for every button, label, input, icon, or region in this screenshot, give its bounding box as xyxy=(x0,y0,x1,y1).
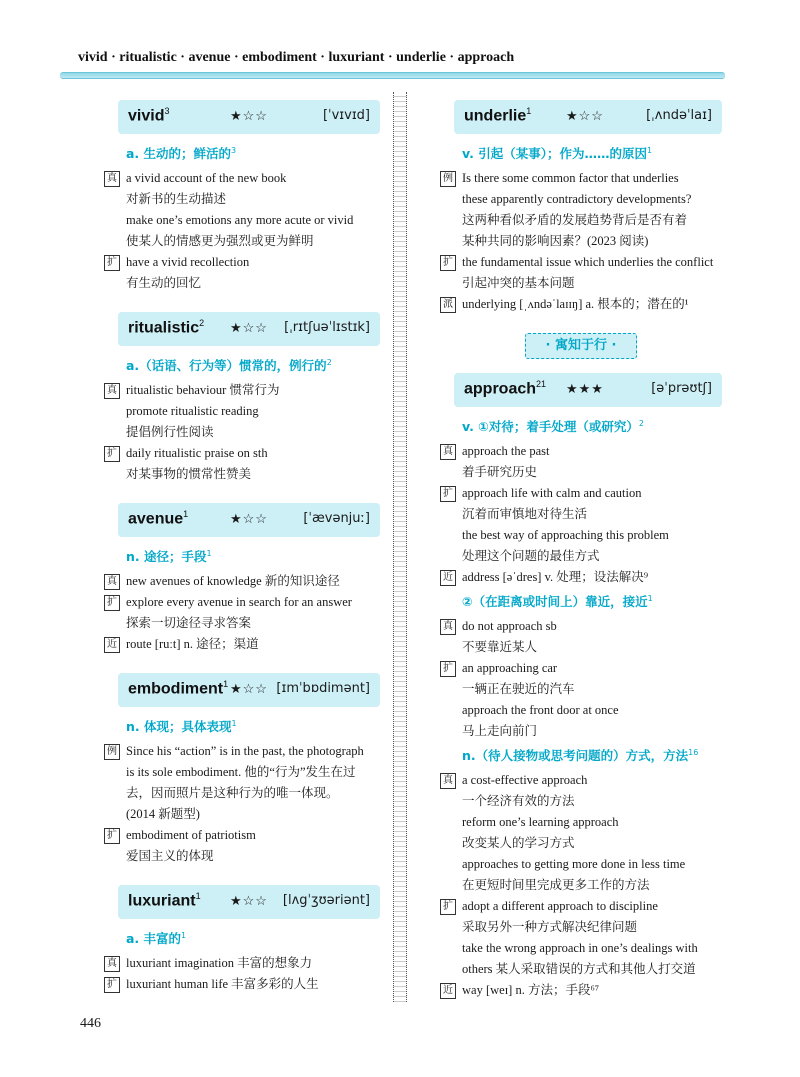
sense-frequency: 3 xyxy=(231,145,237,155)
example-line: the fundamental issue which underlies the conflict xyxy=(462,255,714,269)
header-rule xyxy=(60,72,725,79)
example-line: 引起冲突的基本问题 xyxy=(462,276,575,290)
phonetic: [ˈvɪvɪd] xyxy=(322,108,370,123)
example-line: 沉着而审慎地对待生活 xyxy=(462,507,588,521)
page-header-title: vivid · ritualistic · avenue · embodiment · luxuriant · underlie · approach xyxy=(78,50,515,65)
sense-label: n. 体现；具体表现$^1$ xyxy=(126,718,237,734)
example-block xyxy=(104,252,380,294)
sense-label: n. 途径；手段$^1$ xyxy=(126,548,212,564)
example-line: 爱国主义的体现 xyxy=(126,849,214,863)
example-line: these apparently contradictory developments? xyxy=(462,192,692,206)
headword: underlie$^1$ xyxy=(464,106,532,125)
entry-header xyxy=(118,100,380,134)
headword-frequency: 3 xyxy=(164,106,170,116)
example-block xyxy=(104,974,380,995)
section-label: · 寓知于行 · xyxy=(525,333,637,359)
example-line: 着手研究历史 xyxy=(462,465,538,479)
example-line: 一个经济有效的方法 xyxy=(462,794,575,808)
headword-frequency: 1 xyxy=(195,891,201,901)
example-tag: 扩 xyxy=(104,255,120,271)
example-line: address [əˈdres] v. 处理；设法解决⁹ xyxy=(462,570,649,584)
example-line: promote ritualistic reading xyxy=(126,404,259,418)
example-line: 提倡例行性阅读 xyxy=(126,425,214,439)
example-block xyxy=(440,980,722,1001)
column-divider xyxy=(393,92,407,1002)
sense-label: a. 丰富的$^1$ xyxy=(126,930,187,946)
sense-label: a.（话语、行为等）惯常的，例行的$^2$ xyxy=(126,357,332,373)
phonetic: [lʌgˈʒʊəriənt] xyxy=(282,893,370,908)
example-line: embodiment of patriotism xyxy=(126,828,256,842)
example-line: reform one’s learning approach xyxy=(462,815,619,829)
phonetic: [ˌrɪtʃuəˈlɪstɪk] xyxy=(284,320,370,335)
entry-header xyxy=(118,673,380,707)
star-rating: ★☆☆ xyxy=(230,893,268,908)
example-tag: 扩 xyxy=(440,486,456,502)
example-line: 去，因而照片是这种行为的唯一体现。 xyxy=(126,786,339,800)
example-block xyxy=(440,483,722,567)
example-block xyxy=(104,634,380,655)
sense-frequency: 1 xyxy=(181,930,187,940)
example-line: 不要靠近某人 xyxy=(462,640,538,654)
entry-header xyxy=(118,885,380,919)
example-line: others 某人采取错误的方式和其他人打交道 xyxy=(462,962,696,976)
star-rating: ★☆☆ xyxy=(230,681,268,696)
example-tag: 近 xyxy=(440,570,456,586)
example-block xyxy=(440,896,722,980)
example-block xyxy=(440,441,722,483)
example-line: 马上走向前门 xyxy=(462,724,538,738)
example-line: make one’s emotions any more acute or vivid xyxy=(126,213,354,227)
example-line: 有生动的回忆 xyxy=(126,276,202,290)
example-tag: 例 xyxy=(104,744,120,760)
example-line: have a vivid recollection xyxy=(126,255,250,269)
example-line: 某种共同的影响因素？(2023 阅读) xyxy=(462,234,649,248)
sense-frequency: 1 xyxy=(646,145,653,155)
example-block xyxy=(104,953,380,974)
sense-label: v. 引起（某事）；作为……的原因$^1$ xyxy=(462,145,653,161)
example-line: a cost-effective approach xyxy=(462,773,588,787)
headword: luxuriant$^1$ xyxy=(128,891,201,910)
example-tag: 扩 xyxy=(440,661,456,677)
example-line: a vivid account of the new book xyxy=(126,171,287,185)
star-rating: ★☆☆ xyxy=(230,108,268,123)
sense-frequency: 2 xyxy=(326,357,332,367)
headword: ritualistic$^2$ xyxy=(128,318,205,337)
headword: approach$^{21}$ xyxy=(464,379,547,398)
entry-embodiment xyxy=(104,673,380,867)
phonetic: [ˈævənjuː] xyxy=(303,511,370,526)
example-line: do not approach sb xyxy=(462,619,557,633)
headword-frequency: 1 xyxy=(223,679,229,689)
example-block xyxy=(440,658,722,742)
sense-label: v. ①对待；着手处理（或研究）$^2$ xyxy=(462,418,644,434)
star-rating: ★★★ xyxy=(566,381,604,396)
example-line: daily ritualistic praise on sth xyxy=(126,446,268,460)
entry-ritualistic xyxy=(104,312,380,485)
example-block xyxy=(440,770,722,896)
example-line: 采取另外一种方式解决纪律问题 xyxy=(462,920,638,934)
example-tag: 扩 xyxy=(440,899,456,915)
example-line: is its sole embodiment. 他的“行为”发生在过 xyxy=(126,765,356,779)
example-block xyxy=(440,252,722,294)
example-line: 处理这个问题的最佳方式 xyxy=(462,549,600,563)
example-line: Is there some common factor that underlies xyxy=(462,171,679,185)
example-block xyxy=(440,616,722,658)
example-tag: 近 xyxy=(104,637,120,653)
phonetic: [ˌʌndəˈlaɪ] xyxy=(646,108,712,123)
example-line: luxuriant imagination 丰富的想象力 xyxy=(126,956,313,970)
example-line: new avenues of knowledge 新的知识途径 xyxy=(126,574,340,588)
example-line: approach life with calm and caution xyxy=(462,486,642,500)
sense-label: n.（待人接物或思考问题的）方式，方法$^{16}$ xyxy=(462,747,699,763)
entry-approach xyxy=(440,373,722,1001)
example-tag: 真 xyxy=(104,956,120,972)
sense-frequency: 1 xyxy=(231,718,237,728)
entry-luxuriant xyxy=(104,885,380,995)
entry-header xyxy=(118,312,380,346)
entry-vivid xyxy=(104,100,380,294)
example-line: (2014 新题型) xyxy=(126,807,200,821)
right-column xyxy=(440,100,722,1019)
example-tag: 真 xyxy=(440,773,456,789)
entry-header xyxy=(118,503,380,537)
phonetic: [ɪmˈbɒdimənt] xyxy=(276,681,370,696)
sense-frequency: 16 xyxy=(688,747,699,757)
example-block xyxy=(104,741,380,825)
example-line: ritualistic behaviour 惯常行为 xyxy=(126,383,280,397)
sense-label: ②（在距离或时间上）靠近，接近$^1$ xyxy=(462,593,653,609)
example-line: way [weɪ] n. 方法；手段⁶⁷ xyxy=(462,983,600,997)
headword: embodiment$^1$ xyxy=(128,679,229,698)
example-block xyxy=(104,571,380,592)
left-column xyxy=(104,100,380,1013)
example-line: explore every avenue in search for an answer xyxy=(126,595,352,609)
example-tag: 近 xyxy=(440,983,456,999)
example-tag: 扩 xyxy=(104,595,120,611)
example-line: 一辆正在驶近的汽车 xyxy=(462,682,575,696)
example-line: underlying [ˌʌndəˈlaɪɪŋ] a. 根本的；潜在的¹ xyxy=(462,297,689,311)
example-line: 对某事物的惯常性赞美 xyxy=(126,467,252,481)
sense-label: a. 生动的；鲜活的$^3$ xyxy=(126,145,237,161)
headword-frequency: 21 xyxy=(536,379,547,389)
entry-underlie xyxy=(440,100,722,315)
star-rating: ★☆☆ xyxy=(230,320,268,335)
star-rating: ★☆☆ xyxy=(230,511,268,526)
example-block xyxy=(104,168,380,252)
sense-frequency: 2 xyxy=(638,418,644,428)
example-block xyxy=(440,168,722,252)
example-tag: 真 xyxy=(104,171,120,187)
example-line: 改变某人的学习方式 xyxy=(462,836,575,850)
example-line: 这两种看似矛盾的发展趋势背后是否有着 xyxy=(462,213,688,227)
example-tag: 扩 xyxy=(440,255,456,271)
example-tag: 真 xyxy=(440,444,456,460)
example-tag: 真 xyxy=(104,574,120,590)
example-block xyxy=(440,567,722,588)
example-line: approach the past xyxy=(462,444,550,458)
page-number: 446 xyxy=(80,1016,101,1031)
example-tag: 真 xyxy=(104,383,120,399)
example-line: 探索一切途径寻求答案 xyxy=(126,616,252,630)
example-tag: 派 xyxy=(440,297,456,313)
example-block xyxy=(104,825,380,867)
example-line: 在更短时间里完成更多工作的方法 xyxy=(462,878,650,892)
example-tag: 扩 xyxy=(104,446,120,462)
example-line: approaches to getting more done in less time xyxy=(462,857,686,871)
entry-avenue xyxy=(104,503,380,655)
example-line: an approaching car xyxy=(462,661,558,675)
example-line: Since his “action” is in the past, the photograph xyxy=(126,744,364,758)
example-line: route [ruːt] n. 途径；渠道 xyxy=(126,637,259,651)
sense-frequency: 1 xyxy=(647,593,653,603)
phonetic: [əˈprəʊtʃ] xyxy=(651,381,712,396)
example-block xyxy=(440,294,722,315)
entry-header xyxy=(454,100,722,134)
example-block xyxy=(104,380,380,443)
example-tag: 扩 xyxy=(104,828,120,844)
headword-frequency: 1 xyxy=(526,106,532,116)
example-tag: 例 xyxy=(440,171,456,187)
example-line: adopt a different approach to discipline xyxy=(462,899,658,913)
example-line: take the wrong approach in one’s dealings with xyxy=(462,941,698,955)
entry-header xyxy=(454,373,722,407)
headword-frequency: 1 xyxy=(183,509,189,519)
example-line: 对新书的生动描述 xyxy=(126,192,227,206)
sense-frequency: 1 xyxy=(206,548,212,558)
headword: vivid$^3$ xyxy=(128,106,170,125)
example-line: the best way of approaching this problem xyxy=(462,528,669,542)
example-line: luxuriant human life 丰富多彩的人生 xyxy=(126,977,319,991)
example-block xyxy=(104,443,380,485)
example-tag: 真 xyxy=(440,619,456,635)
example-tag: 扩 xyxy=(104,977,120,993)
headword-frequency: 2 xyxy=(199,318,205,328)
example-line: 使某人的情感更为强烈或更为鲜明 xyxy=(126,234,314,248)
headword: avenue$^1$ xyxy=(128,509,189,528)
example-block xyxy=(104,592,380,634)
star-rating: ★☆☆ xyxy=(566,108,604,123)
example-line: approach the front door at once xyxy=(462,703,619,717)
